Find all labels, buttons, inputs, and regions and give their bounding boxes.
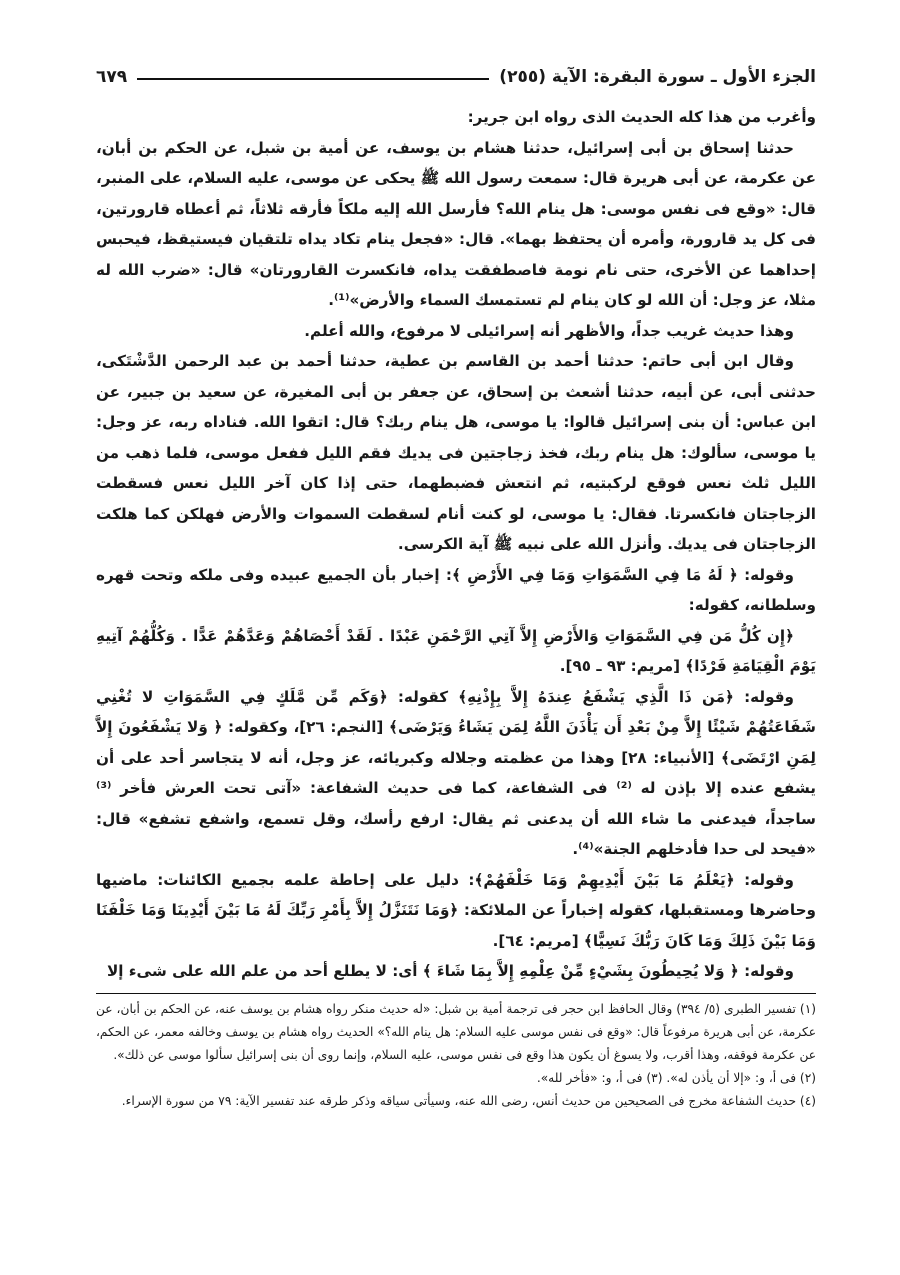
running-title: الجزء الأول ـ سورة البقرة: الآية (٢٥٥) bbox=[499, 67, 816, 87]
paragraph: وقوله: ﴿ وَلا يُحِيطُونَ بِشَيْءٍ مِّنْ عِلْمِهِ إِلاَّ بِمَا شَاءَ ﴾ أى: لا يطلع أحد من علم الله على شىء إلا bbox=[106, 962, 794, 980]
paragraph: حدثنا إسحاق بن أبى إسرائيل، حدثنا هشام بن يوسف، عن أمية بن شبل، عن الحكم بن أبان، عن عكرمة، عن أبى هريرة قال: سمعت رسول الله ﷺ يحكى عن موسى، عليه السلام، على المنبر، قال: «وقع فى نفس موسى: هل ينام الله؟ فأرسل الله إليه ملكاً فأرقه ثلاثاً، ثم أعطاه قارورتين، فى كل يد قارورة، وأمره أن يحتفظ بهما». قال: «فجعل ينام تكاد يداه تلتقيان فيستيقظ، فيحبس إحداهما عن الأخرى، حتى نام نومة فاصطفقت يداه، فانكسرت القارورتان» قال: «ضرب الله له مثلا، عز وجل: أن الله لو كان ينام لم تستمسك السماء والأرض»⁽¹⁾. bbox=[96, 138, 816, 309]
footnote: (٤) حديث الشفاعة مخرج فى الصحيحين من حديث أنس، رضى الله عنه، وسيأتى سياقه وذكر طرقه عند تفسير الآية: ٧٩ من سورة الإسراء. bbox=[121, 1093, 816, 1108]
footnotes-divider bbox=[96, 993, 816, 994]
quran-verse-block: ﴿إِن كُلُّ مَن فِي السَّمَوَاتِ وَالأَرْضِ إِلاَّ آتِي الرَّحْمَنِ عَبْدًا . لَقَدْ أَحْصَاهُمْ وَعَدَّهُمْ عَدًّا . وَكُلُّهُمْ آتِيهِ يَوْمَ الْقِيَامَةِ فَرْدًا﴾ [مريم: ٩٣ ـ ٩٥]. bbox=[96, 626, 816, 675]
paragraph: وقوله: ﴿يَعْلَمُ مَا بَيْنَ أَيْدِيهِمْ وَمَا خَلْفَهُمْ﴾: دليل على إحاطة علمه بجميع الكائنات: ماضيها وحاضرها ومستقبلها، كقوله إخباراً عن الملائكة: ﴿وَمَا نَتَنَزَّلُ إِلاَّ بِأَمْرِ رَبِّكَ لَهُ مَا بَيْنَ أَيْدِينَا وَمَا خَلْفَنَا وَمَا بَيْنَ ذَلِكَ وَمَا كَانَ رَبُّكَ نَسِيًّا﴾ [مريم: ٦٤]. bbox=[96, 870, 816, 950]
header-rule bbox=[137, 78, 489, 80]
page-number: ٦٧٩ bbox=[96, 67, 128, 87]
paragraph: وقوله: ﴿مَن ذَا الَّذِي يَشْفَعُ عِندَهُ إِلاَّ بِإِذْنِهِ﴾ كقوله: ﴿وَكَم مِّن مَّلَكٍ فِي السَّمَوَاتِ لا تُغْنِي شَفَاعَتُهُمْ شَيْئًا إِلاَّ مِنْ بَعْدِ أَن يَأْذَنَ اللَّهُ لِمَن يَشَاءُ وَيَرْضَى﴾ [النجم: ٢٦]، وكقوله: ﴿ وَلا يَشْفَعُونَ إِلاَّ لِمَنِ ارْتَضَى﴾ [الأنبياء: ٢٨] وهذا من عظمته وجلاله وكبريائه، عز وجل، أنه لا يتجاسر أحد على أن يشفع عنده إلا بإذن له ⁽²⁾ فى الشفاعة، كما فى حديث الشفاعة: «آتى تحت العرش فأخر ⁽³⁾ ساجداً، فيدعنى ما شاء الله أن يدعنى ثم يقال: ارفع رأسك، وقل تسمع، واشفع تشفع» قال: «فيحد لى حدا فأدخلهم الجنة»⁽⁴⁾. bbox=[96, 687, 816, 858]
paragraph: وهذا حديث غريب جداً، والأظهر أنه إسرائيلى لا مرفوع، والله أعلم. bbox=[304, 321, 794, 340]
paragraph: وقال ابن أبى حاتم: حدثنا أحمد بن القاسم بن عطية، حدثنا أحمد بن عبد الرحمن الدَّشْتَكى، حدثنى أبى، عن أبيه، حدثنا أشعث بن إسحاق، عن جعفر بن أبى المغيرة، عن سعيد بن جبير، عن ابن عباس: أن بنى إسرائيل قالوا: يا موسى، هل ينام ربك؟ قال: اتقوا الله. فناداه ربه، عز وجل: يا موسى، سألوك: هل ينام ربك، فخذ زجاجتين فى يديك فقم الليل ففعل موسى، فلما ذهب من الليل ثلث نعس فوقع لركبتيه، ثم انتعش فضبطهما، حتى إذا كان آخر الليل نعس فسقطت الزجاجتان فانكسرتا. فقال: يا موسى، لو كنت أنام لسقطت السموات والأرض فهلكن كما هلكت الزجاجتان فى يديك. وأنزل الله على نبيه ﷺ آية الكرسى. bbox=[96, 352, 816, 553]
page-header bbox=[96, 60, 816, 94]
paragraph: وقوله: ﴿ لَهُ مَا فِي السَّمَوَاتِ وَمَا فِي الأَرْضِ ﴾: إخبار بأن الجميع عبيده وفى ملكه وتحت قهره وسلطانه، كقوله: bbox=[96, 565, 816, 614]
footnote: (٢) فى أ، و: «إلا أن يأذن له». (٣) فى أ، و: «فأخر لله». bbox=[536, 1070, 816, 1085]
paragraph: وأغرب من هذا كله الحديث الذى رواه ابن جرير: bbox=[467, 108, 816, 126]
book-page bbox=[96, 60, 816, 1210]
main-text bbox=[96, 102, 816, 987]
footnote: (١) تفسير الطبرى (٥/ ٣٩٤) وقال الحافظ ابن حجر فى ترجمة أمية بن شبل: «له حديث منكر رواه هشام بن يوسف عنه، عن الحكم بن أبان، عن عكرمة، عن أبى هريرة مرفوعاً قال: «وقع فى نفس موسى عليه السلام: هل ينام الله؟» الحديث رواه هشام بن يوسف وخالفه معمر، عن الحكم، عن عكرمة فوقفه، وهذا أقرب، ولا يسوغ أن يكون هذا وقع فى نفس موسى، عليه السلام، وإنما روى أن بنى إسرائيل سألوا موسى عن ذلك». bbox=[96, 1001, 816, 1062]
footnotes bbox=[96, 998, 816, 1113]
